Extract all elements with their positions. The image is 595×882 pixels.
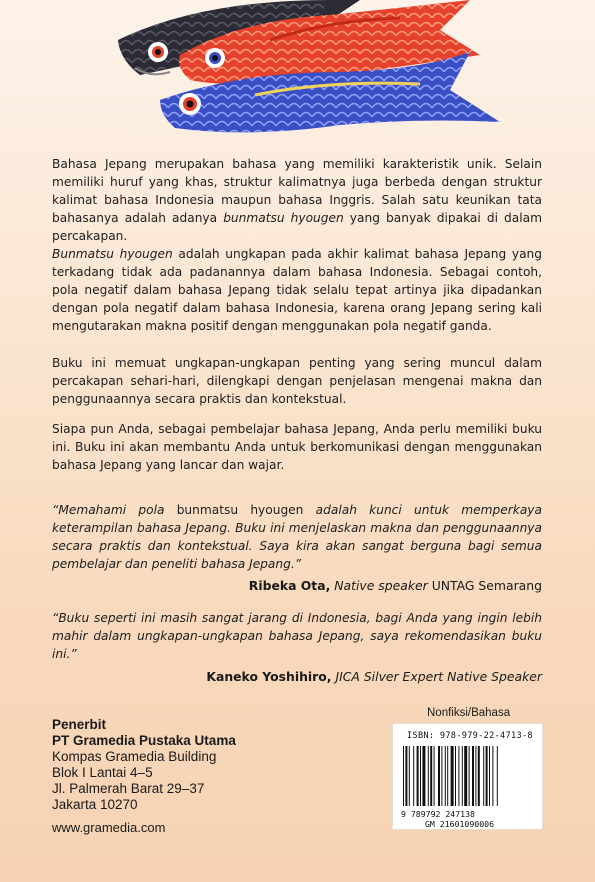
description-paragraph-2: Bunmatsu hyougen adalah ungkapan pada akhir kalimat bahasa Jepang yang terkadang tidak ada padanannya dalam bahasa Indonesia. Sebagai contoh, pola negatif dalam bahasa Jepang tidak selalu tepat artinya jika dipadankan dengan pola negatif dalam bahasa Indonesia, karena orang Jepang sering kali mengutarakan makna positif dengan menggunakan pola negatif ganda. [52, 247, 543, 333]
isbn-text: ISBN: 978-979-22-4713-8 [407, 731, 533, 741]
description-paragraph-1: Bahasa Jepang merupakan bahasa yang memiliki karakteristik unik. Selain memiliki huruf yang khas, struktur kalimatnya juga berbeda dengan struktur kalimat bahasa Indonesia maupun bahasa Inggris. Salah satu keunikan tata bahasanya adalah adanya bunmatsu hyougen yang banyak dipakai di dalam percakapan. [52, 157, 542, 243]
publisher-address-line: Blok I Lantai 4–5 [52, 765, 153, 780]
testimonial-author-1: Ribeka Ota, Native speaker UNTAG Semarang [248, 578, 542, 593]
barcode [392, 723, 543, 830]
description-paragraph-4: Siapa pun Anda, sebagai pembelajar bahasa Jepang, Anda perlu memiliki buku ini. Buku ini akan membantu Anda untuk berkomunikasi dengan menggunakan bahasa Jepang yang lancar dan wajar. [52, 422, 542, 472]
testimonial-quote-2: “Buku seperti ini masih sangat jarang di Indonesia, bagi Anda yang ingin lebih mahir dalam ungkapan-ungkapan bahasa Jepang, saya rekomendasikan buku ini.” [52, 611, 542, 661]
product-code: GM 21601090006 [425, 819, 495, 829]
publisher-address-line: Kompas Gramedia Building [52, 749, 217, 764]
publisher-label: Penerbit [52, 717, 107, 732]
publisher-name: PT Gramedia Pustaka Utama [52, 733, 236, 748]
website-link[interactable]: www.gramedia.com [52, 820, 166, 835]
category-label: Nonfiksi/Bahasa [427, 707, 511, 719]
testimonial-author-2: Kaneko Yoshihiro, JICA Silver Expert Native Speaker [206, 669, 542, 684]
testimonial-quote-1: “Memahami pola bunmatsu hyougen adalah kunci untuk memperkaya keterampilan bahasa Jepang. Buku ini menjelaskan makna dan penggunaannya secara praktis dan kontekstual. Saya kira akan sangat berguna bagi semua pembelajar dan peneliti bahasa Jepang.” [52, 503, 542, 571]
barcode-bars [401, 746, 536, 810]
description-paragraph-3: Buku ini memuat ungkapan-ungkapan penting yang sering muncul dalam percakapan sehari-hari, dilengkapi dengan penjelasan mengenai makna dan penggunaannya secara praktis dan kontekstual. [52, 356, 542, 406]
publisher-address-line: Jakarta 10270 [52, 797, 138, 812]
publisher-info [52, 717, 236, 813]
barcode-digits: 9 789792 247138 [401, 809, 475, 819]
publisher-address-line: Jl. Palmerah Barat 29–37 [52, 781, 205, 796]
koi-nobori-illustration [0, 0, 595, 150]
